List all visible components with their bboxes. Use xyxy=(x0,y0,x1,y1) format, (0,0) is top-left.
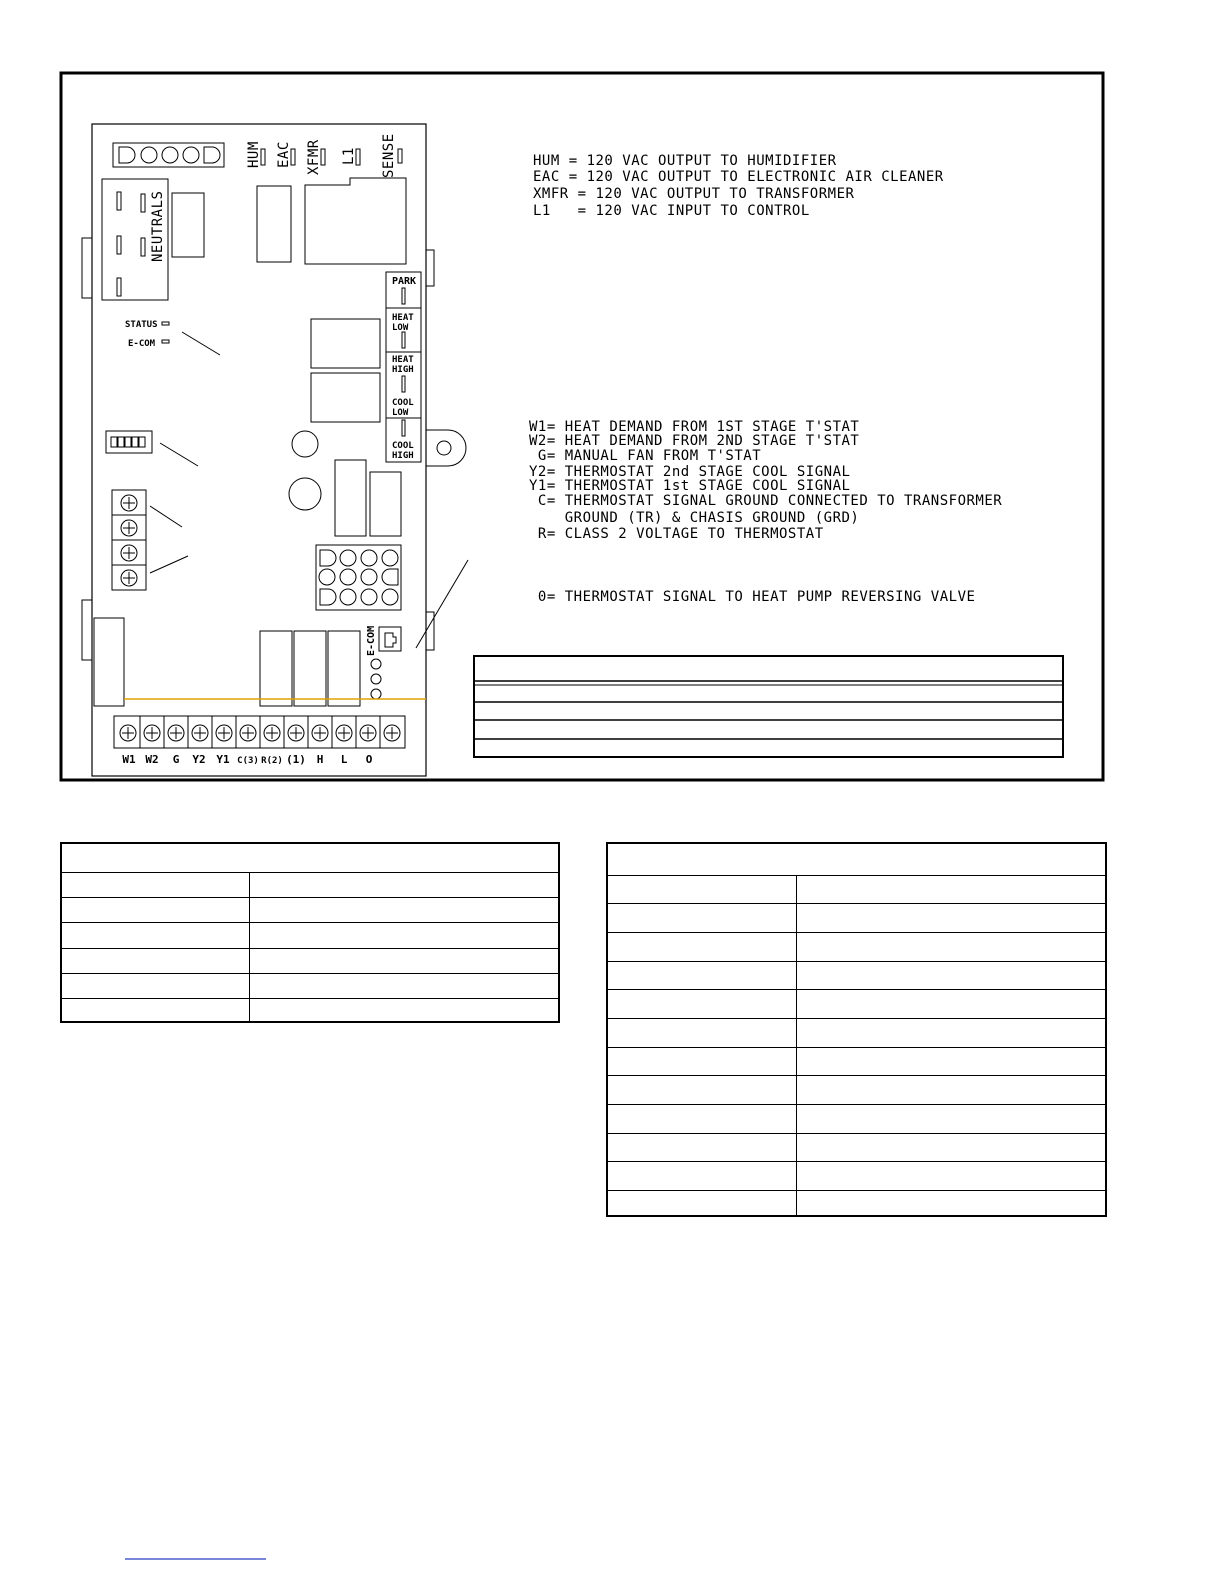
legend-o: 0= THERMOSTAT SIGNAL TO HEAT PUMP REVERSING VALVE xyxy=(529,589,976,605)
left-table xyxy=(60,842,560,1023)
connector-pins xyxy=(119,147,220,163)
ecom-pin-3 xyxy=(371,689,381,699)
legend-g: G= MANUAL FAN FROM T'STAT xyxy=(529,448,762,464)
ecom-pin-2 xyxy=(371,674,381,684)
control-board xyxy=(92,124,426,776)
terminal-screws xyxy=(120,716,400,748)
relay-tall-1 xyxy=(335,460,366,536)
sense-terminal xyxy=(398,149,402,163)
legend-xmfr: XMFR = 120 VAC OUTPUT TO TRANSFORMER xyxy=(533,186,855,202)
capacitor-large xyxy=(289,478,321,510)
xfmr-label: XFMR xyxy=(306,139,322,175)
tap-cool-high: COOL xyxy=(392,441,414,451)
tap-heat-low: HEAT xyxy=(392,313,414,323)
legend-hum: HUM = 120 VAC OUTPUT TO HUMIDIFIER xyxy=(533,153,837,169)
transformer-connector xyxy=(305,178,406,264)
terminal-labels xyxy=(122,753,372,766)
leader-line-3 xyxy=(150,506,182,527)
twelve-pin-connector xyxy=(316,545,401,610)
mount-tab-left-bottom xyxy=(82,600,92,660)
legend-c: C= THERMOSTAT SIGNAL GROUND CONNECTED TO TRANSFORMER xyxy=(529,493,1003,509)
relay-bottom-3 xyxy=(328,631,360,706)
legend-r: R= CLASS 2 VOLTAGE TO THERMOSTAT xyxy=(529,526,824,542)
terminal-label-3: Y2 xyxy=(192,753,206,766)
legend-c-cont: GROUND (TR) & CHASIS GROUND (GRD) xyxy=(529,510,860,526)
terminal-label-2: G xyxy=(172,753,180,766)
terminal-label-5: C(3) xyxy=(237,756,259,766)
relay-bottom-1 xyxy=(260,631,292,706)
relay-bottom-2 xyxy=(294,631,326,706)
ecom-label: E-COM xyxy=(128,339,156,349)
neutral-terminals xyxy=(117,192,145,296)
ecom-led xyxy=(162,340,169,343)
legend-y1: Y1= THERMOSTAT 1st STAGE COOL SIGNAL xyxy=(529,478,851,494)
eac-label: EAC xyxy=(276,141,292,168)
terminal-label-1: W2 xyxy=(145,753,159,766)
svg-text:LOW: LOW xyxy=(392,408,409,418)
status-led xyxy=(162,322,169,325)
blower-relay-2 xyxy=(311,373,380,422)
leader-line-4 xyxy=(150,556,188,573)
right-table-header xyxy=(607,843,1106,875)
mount-hole xyxy=(437,441,451,455)
l1-label: L1 xyxy=(341,147,357,165)
neutrals-label: NEUTRALS xyxy=(150,190,166,262)
svg-text:LOW: LOW xyxy=(392,323,409,333)
terminal-label-4: Y1 xyxy=(216,753,230,766)
legend-top xyxy=(533,153,944,219)
left-screw-terminals xyxy=(112,490,146,590)
legend-w1: W1= HEAT DEMAND FROM 1ST STAGE T'STAT xyxy=(529,419,860,435)
sense-label: SENSE xyxy=(381,133,397,178)
terminal-label-0: W1 xyxy=(122,753,136,766)
tap-cool-low: COOL xyxy=(392,398,414,408)
legend-l1: L1 = 120 VAC INPUT TO CONTROL xyxy=(533,203,810,219)
ecom-vertical-label: E-COM xyxy=(366,625,377,656)
tap-park: PARK xyxy=(392,276,417,287)
legend-bottom xyxy=(529,419,1002,605)
terminal-label-7: (1) xyxy=(286,753,306,766)
right-table xyxy=(606,842,1107,1217)
svg-text:HIGH: HIGH xyxy=(392,365,414,375)
leader-line-5 xyxy=(416,560,468,648)
mount-ear-right xyxy=(426,430,466,466)
legend-eac: EAC = 120 VAC OUTPUT TO ELECTRONIC AIR CLEANER xyxy=(533,169,944,185)
terminal-label-6: R(2) xyxy=(261,756,283,766)
leader-line-1 xyxy=(182,332,220,355)
status-label: STATUS xyxy=(125,320,158,330)
terminal-label-8: H xyxy=(316,753,324,766)
mount-tab-right-top xyxy=(426,250,434,286)
neutral-relay xyxy=(172,193,204,257)
legend-w2: W2= HEAT DEMAND FROM 2ND STAGE T'STAT xyxy=(529,433,860,449)
capacitor-small xyxy=(292,431,318,457)
leader-line-2 xyxy=(160,443,198,466)
terminal-label-10: O xyxy=(365,753,373,766)
blower-relay-1 xyxy=(311,319,380,368)
svg-text:HIGH: HIGH xyxy=(392,451,414,461)
left-table-header xyxy=(61,843,559,872)
terminal-label-9: L xyxy=(340,753,348,766)
hum-eac-relay xyxy=(257,186,291,262)
legend-y2: Y2= THERMOSTAT 2nd STAGE COOL SIGNAL xyxy=(529,464,851,480)
hum-label: HUM xyxy=(246,141,262,168)
diagram-table xyxy=(474,656,1063,757)
mount-tab-right-bottom xyxy=(426,612,434,650)
tap-heat-high: HEAT xyxy=(392,355,414,365)
ecom-pin-1 xyxy=(371,659,381,669)
fuse-holder xyxy=(94,618,124,706)
mount-tab-left-top xyxy=(82,238,92,298)
relay-tall-2 xyxy=(370,472,401,536)
